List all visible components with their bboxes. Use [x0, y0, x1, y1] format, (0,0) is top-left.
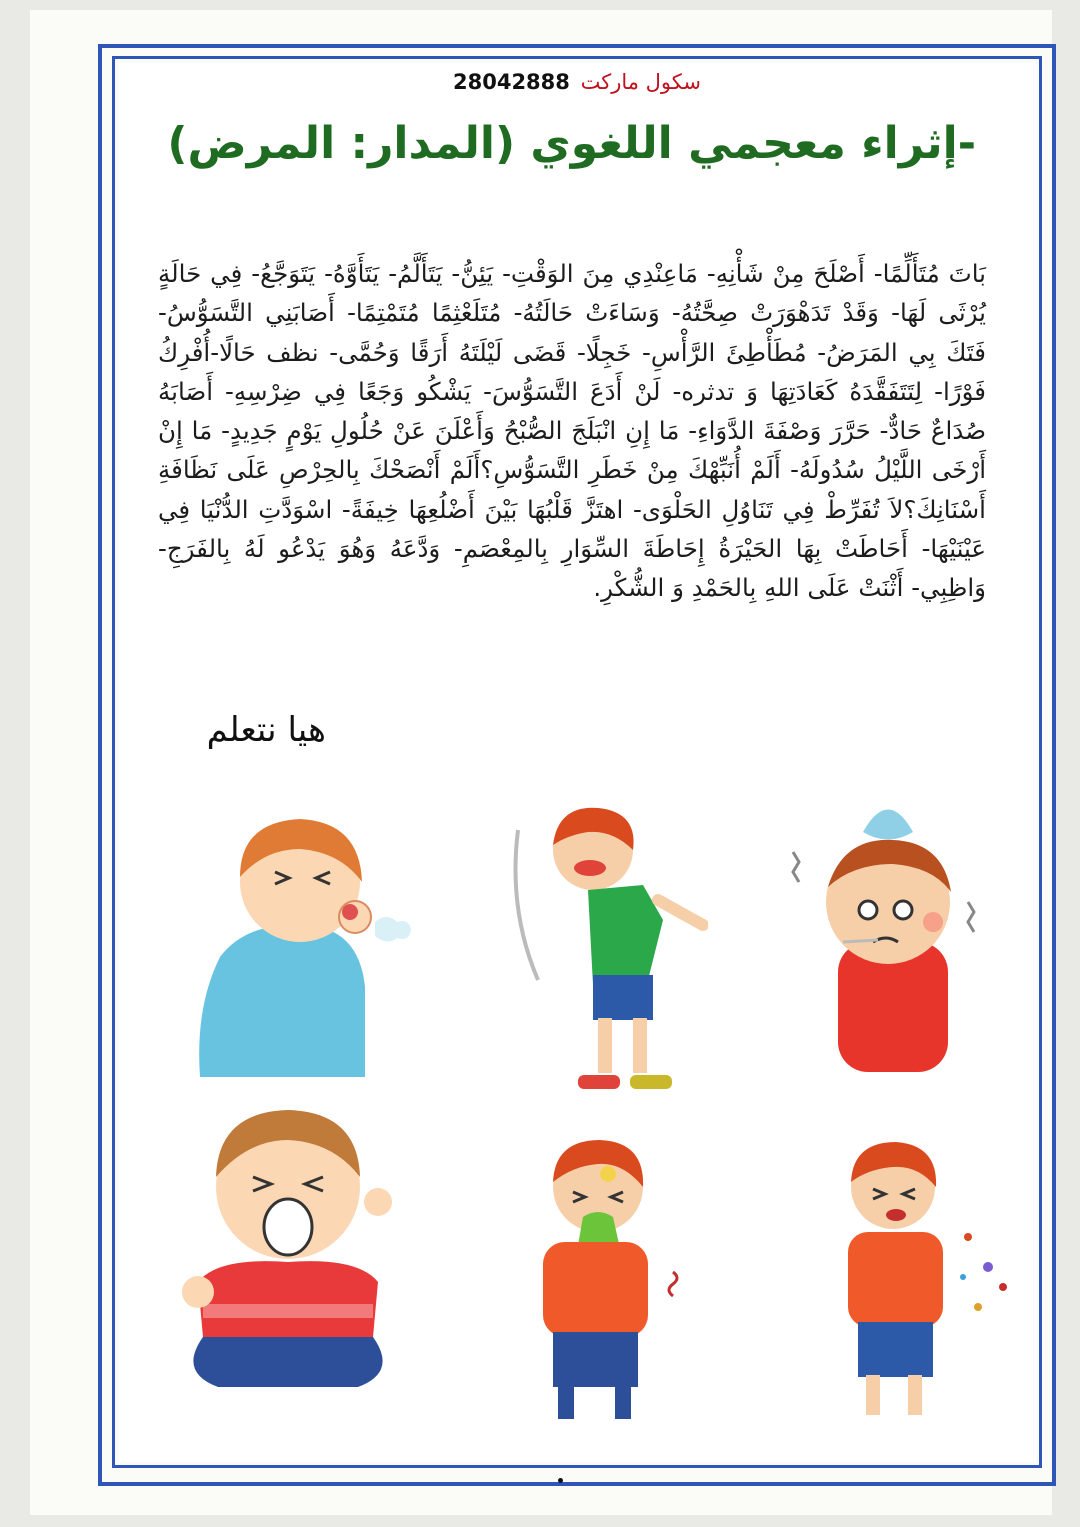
coughing-boy-icon [190, 787, 420, 1087]
vomiting-boy-icon [503, 1122, 713, 1432]
sneezing-boy-icon [818, 1127, 1028, 1427]
stray-dot [558, 1478, 563, 1483]
shop-name: سكول ماركت [580, 70, 701, 94]
shop-header [118, 70, 1036, 94]
lets-learn-caption: هيا نتعلم [206, 710, 326, 750]
shop-phone: 28042888 [453, 70, 570, 94]
worksheet [118, 62, 1036, 1462]
page-title: -إثراء معجمي اللغوي (المدار: المرض) [167, 118, 976, 169]
dizzy-boy-icon [498, 790, 708, 1100]
fever-boy-icon [783, 792, 993, 1092]
vocabulary-paragraph: بَاتَ مُتَأَلِّمًا- أَصْلَحَ مِنْ شَأْنِهِ- مَاعِنْدِي مِنَ الوَقْتِ- يَئِنُّ- يَتَأَلَّمُ- يَتَأَوَّهُ- يَتَوَجَّعُ- فِي حَالَةٍ يُرْثَى لَهَا- وَقَدْ تَدَهْوَرَتْ صِحَّتُهُ- وَسَاءَتْ حَالَتُهُ- مُتَلَعْثِمًا مُتَمْتِمًا- أَصَابَنِي التَّسَوُّسُ- فَتَكَ بِي المَرَضُ- مُطَأْطِئَ الرَّأْسِ- خَجِلًا- قَضَى لَيْلَتَهُ أَرَقًا وَحُمَّى- نظف حَالًا-أُفْرِكُ فَوْرًا- لِتَتَفَقَّدَهُ كَعَادَتِهَا وَ تدثره- لَنْ أَدَعَ التَّسَوُّسَ- يَشْكُو وَجَعًا فِي ضِرْسِهِ- أَصَابَهُ صُدَاعٌ حَادٌّ- حَرَّرَ وَصْفَةَ الدَّوَاءِ- مَا إِنِ انْبَلَجَ الصُّبْحُ وَأَعْلَنَ عَنْ حُلُولِ يَوْمٍ جَدِيدٍ- مَا إِنْ أَرْخَى اللَّيْلُ سُدُولَهُ- أَلَمْ أُنَبِّهْكَ مِنْ خَطَرِ التَّسَوُّسِ؟أَلَمْ أَنْصَحْكَ بِالحِرْصِ عَلَى نَظَافَةِ أَسْنَانِكَ؟لاَ تُفَرِّطْ فِي تَنَاوُلِ الحَلْوَى- اهتَزَّ قَلْبُهَا بَيْنَ أَضْلُعِهَا خِيفَةً- اسْوَدَّتِ الدُّنْيَا فِي عَيْنَيْهَا- أَحَاطَتْ بِهَا الحَيْرَةُ إِحَاطَةَ السِّوَارِ بِالمِعْصَمِ- وَدَّعَهُ وَهُوَ يَدْعُو لَهُ بِالفَرَجِ- وَاظِبِي- أَثْنَتْ عَلَى اللهِ بِالحَمْدِ وَ الشُّكْرِ. [158, 259, 986, 603]
crying-boy-icon [158, 1082, 418, 1412]
